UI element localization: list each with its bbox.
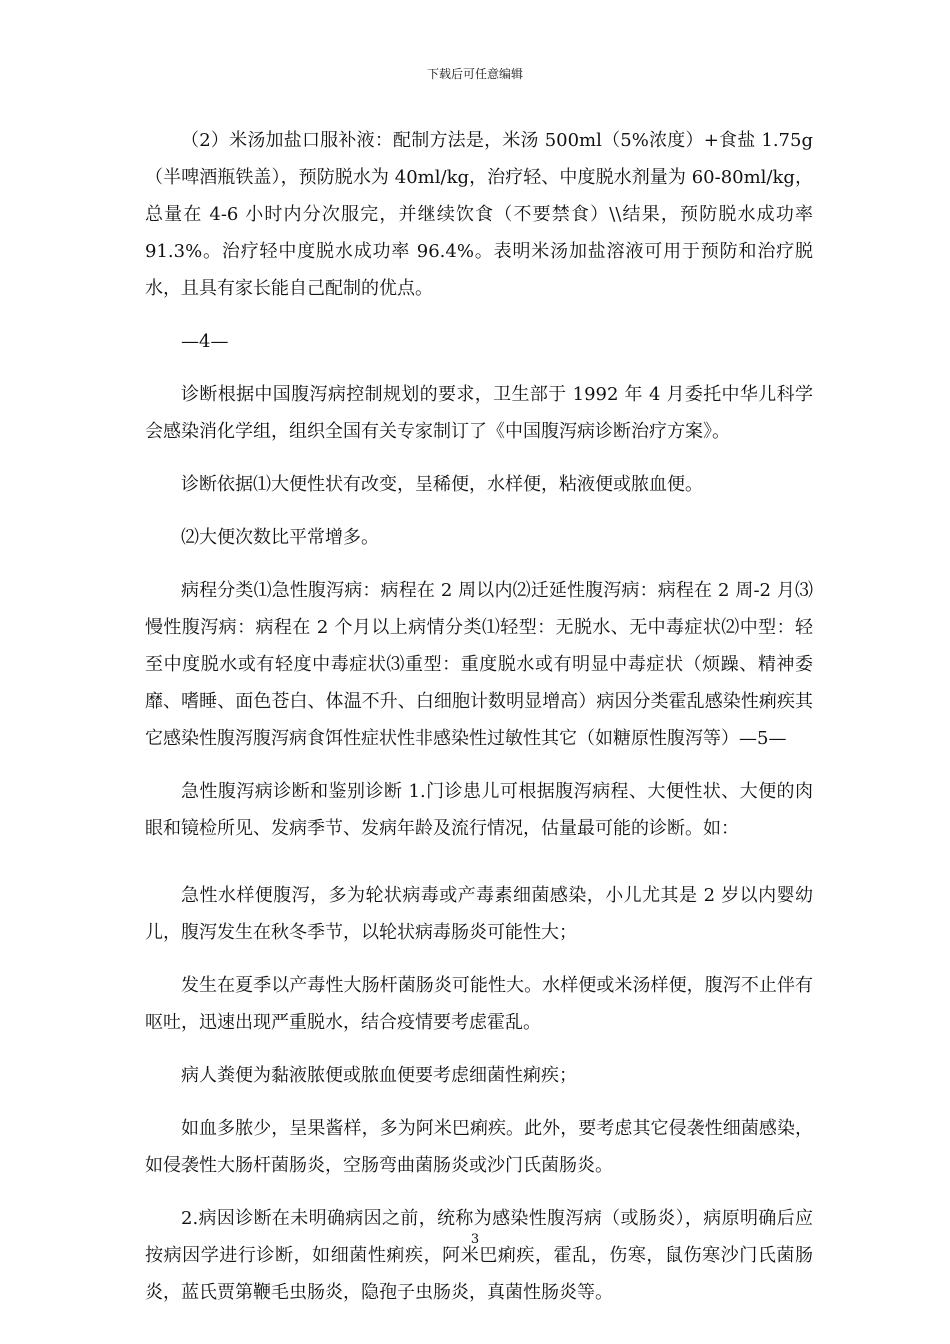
document-body [145, 122, 813, 1327]
paragraph-diagnosis-basis: 诊断根据中国腹泻病控制规划的要求，卫生部于 1992 年 4 月委托中华儿科学会感染消化学组，组织全国有关专家制订了《中国腹泻病诊断治疗方案》。 [145, 384, 813, 442]
paragraph-etiology-diagnosis: 2.病因诊断在未明确病因之前，统称为感染性腹泻病（或肠炎），病原明确后应按病因学进行诊断，如细菌性痢疾，阿米巴痢疾，霍乱，伤寒，鼠伤寒沙门氏菌肠炎，蓝氏贾第鞭毛虫肠炎，隐孢子虫肠炎，真菌性肠炎等。 [145, 1208, 813, 1303]
page-number: 3 [470, 1232, 480, 1247]
paragraph-diagnosis-criteria-1: 诊断依据⑴大便性状有改变，呈稀便，水样便，粘液便或脓血便。 [181, 474, 703, 495]
paragraph-acute-diagnosis: 急性腹泻病诊断和鉴别诊断 1.门诊患儿可根据腹泻病程、大便性状、大便的肉眼和镜检所见、发病季节、发病年龄及流行情况，估量最可能的诊断。如： [145, 781, 813, 839]
section-marker-4: —4— [181, 331, 229, 352]
page-header-note: 下载后可任意编辑 [426, 67, 523, 81]
paragraph-disease-classification: 病程分类⑴急性腹泻病：病程在 2 周以内⑵迁延性腹泻病：病程在 2 周-2 月⑶慢性腹泻病：病程在 2 个月以上病情分类⑴轻型：无脱水、无中毒症状⑵中型：轻至中度脱水或有轻度中毒症状⑶重型：重度脱水或有明显中毒症状（烦躁、精神委靡、嗜睡、面色苍白、体温不升、白细胞计数明显增高）病因分类霍乱感染性痢疾其它感染性腹泻腹泻病食饵性症状性非感染性过敏性其它（如糖原性腹泻等）—5— [145, 580, 813, 749]
paragraph-diagnosis-criteria-2: ⑵大便次数比平常增多。 [181, 527, 379, 548]
paragraph-summer-ecoli: 发生在夏季以产毒性大肠杆菌肠炎可能性大。水样便或米汤样便，腹泻不止伴有呕吐，迅速出现严重脱水，结合疫情要考虑霍乱。 [145, 975, 813, 1033]
paragraph-dysentery: 病人粪便为黏液脓便或脓血便要考虑细菌性痢疾； [181, 1065, 577, 1086]
paragraph-watery-diarrhea: 急性水样便腹泻，多为轮状病毒或产毒素细菌感染，小儿尤其是 2 岁以内婴幼儿，腹泻发生在秋冬季节，以轮状病毒肠炎可能性大； [145, 885, 813, 943]
paragraph-rice-soup-ors: （2）米汤加盐口服补液：配制方法是，米汤 500ml（5%浓度）+食盐 1.75g（半啤酒瓶铁盖），预防脱水为 40ml/kg，治疗轻、中度脱水剂量为 60-80ml/kg，总量在 4-6 小时内分次服完，并继续饮食（不要禁食）\\结果，预防脱水成功率 91.3%。治疗轻中度脱水成功率 96.4%。表明米汤加盐溶液可用于预防和治疗脱水，且具有家长能自己配制的优点。 [145, 130, 813, 299]
paragraph-amoebic: 如血多脓少，呈果酱样，多为阿米巴痢疾。此外，要考虑其它侵袭性细菌感染，如侵袭性大肠杆菌肠炎，空肠弯曲菌肠炎或沙门氏菌肠炎。 [145, 1118, 813, 1176]
